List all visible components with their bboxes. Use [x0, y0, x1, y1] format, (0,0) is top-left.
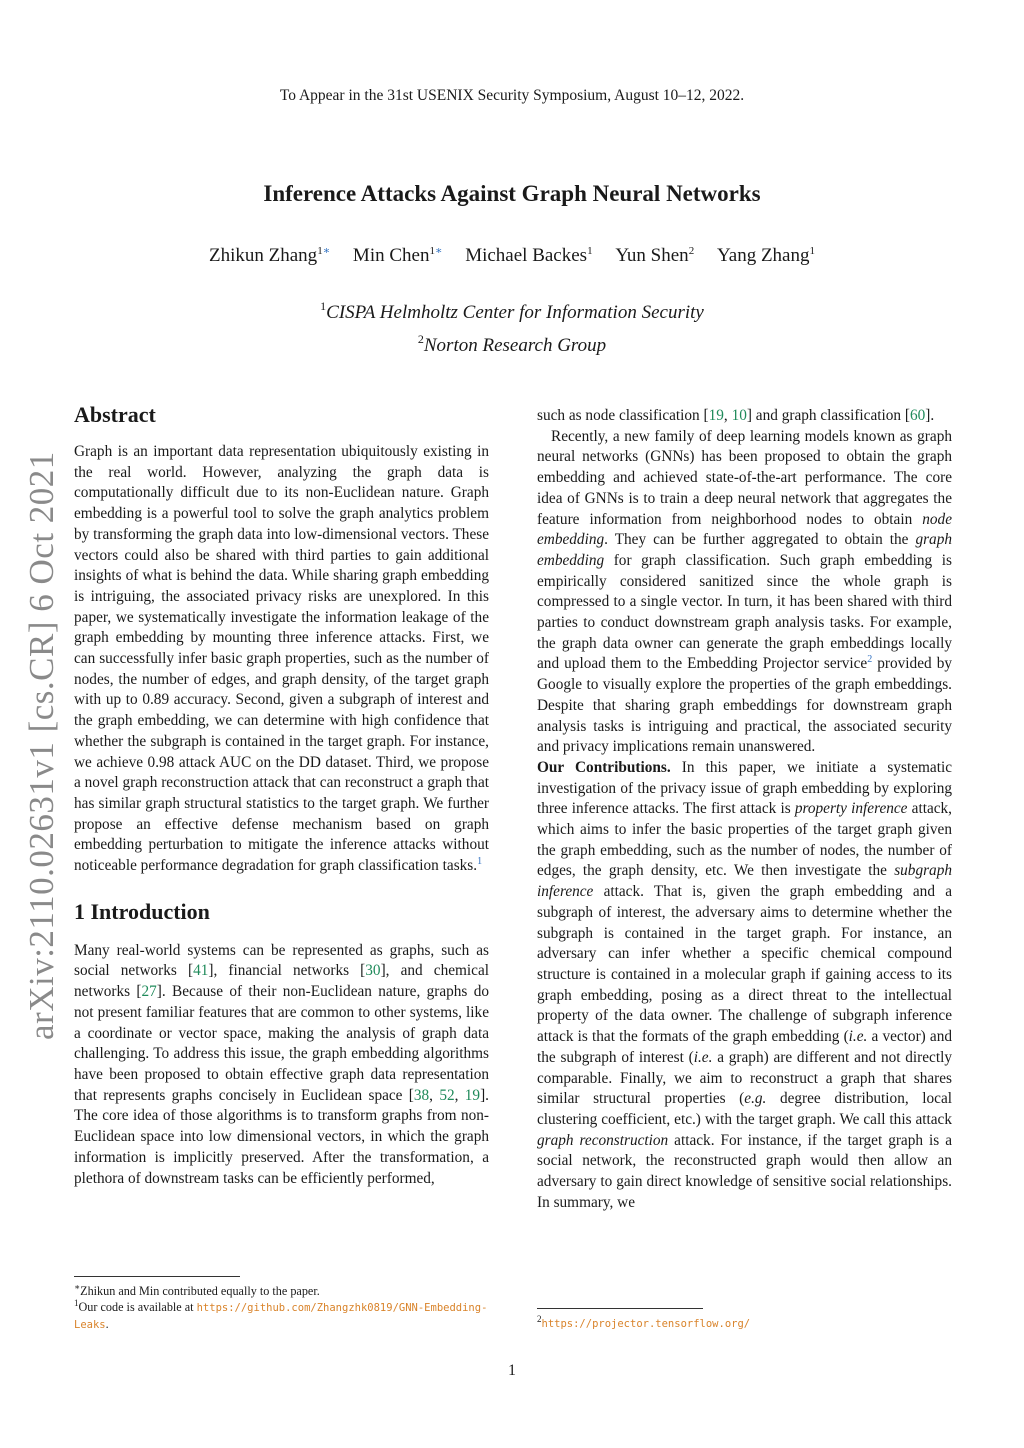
footnote: $^2$https://projector.tensorflow.org/: [537, 1314, 751, 1330]
citation-link[interactable]: 52: [439, 1086, 455, 1104]
intro-paragraph: Recently, a new family of deep learning models known as graph neural networks (GNNs) has been proposed to obtain the graph embedding and achieved state-of-the-art performance. The core idea of GNNs is to train a deep neural network that aggregates the feature information from neighborhood nodes to obtain node embedding. They can be further aggregated to obtain the graph embedding for graph classification. Such graph embedding is empirically considered sanitized since the whole graph is compressed to a single vector. In turn, it has been shared with third parties to conduct downstream graph analysis tasks. For example, the graph data owner can generate the graph embeddings locally and upload them to the Embedding Projector service$^2$ provided by Google to visually explore the properties of the graph embeddings. Despite that sharing graph embeddings for downstream graph analysis tasks is intriguing and practical, the associated security and privacy implications remain unanswered.: [537, 427, 952, 756]
citation-link[interactable]: 38: [413, 1086, 430, 1104]
intro-paragraph: Many real-world systems can be represented as graphs, such as social networks [41], financial networks [30], and chemical networks [27]. Because of their non-Euclidean nature, graphs do not present familiar features that are common to other systems, like a coordinate or vector space, making the analysis of graph data challenging. To address this issue, the graph embedding algorithms have been proposed to obtain effective graph data representation that represents graphs concisely in Euclidean space [38, 52, 19]. The core idea of those algorithms is to transform graphs from non-Euclidean space into low dimensional vectors, in which the graph information is implicitly preserved. After the transformation, a plethora of downstream tasks can be efficiently performed,: [74, 941, 489, 1187]
arxiv-stamp: arXiv:2110.02631v1 [cs.CR] 6 Oct 2021: [22, 451, 61, 1040]
affiliation: $^1$CISPA Helmholtz Center for Information Security: [320, 299, 704, 323]
footnote-divider: [537, 1308, 703, 1309]
citation-link[interactable]: 41: [193, 962, 209, 980]
footnotes-left: [74, 1276, 489, 1333]
intro-paragraph-continued: such as node classification [19, 10] and graph classification [60].: [537, 407, 935, 424]
citation-link[interactable]: 30: [365, 962, 381, 980]
venue-note: To Appear in the 31st USENIX Security Symposium, August 10–12, 2022.: [279, 87, 745, 104]
author: Zhikun Zhang$^{1∗}$: [209, 245, 331, 266]
author-list: [0, 244, 1024, 267]
footnotes-right: [537, 1308, 952, 1332]
contributions-paragraph: Our Contributions. In this paper, we initiate a systematic investigation of the privacy issue of graph embedding by exploring three inference attacks. The first attack is property inference attack, which aims to infer the basic properties of the target graph given the graph embedding, such as the number of nodes, the number of edges, the graph density, etc. We then investigate the subgraph inference attack. That is, given the graph embedding and a subgraph of interest, the adversary aims to determine whether the subgraph is contained in the target graph. For instance, an adversary can infer whether a specific chemical compound structure is contained in a molecular graph if gaining access to its graph embedding, posing as a direct threat to the intellectual property of the data owner. The challenge of subgraph inference attack is that the formats of the graph embedding (i.e. a vector) and the subgraph of interest (i.e. a graph) are different and not directly comparable. Finally, we aim to reconstruct a graph that shares similar structural properties (e.g. degree distribution, local clustering coefficient, etc.) with the target graph. We call this attack graph reconstruction attack. For instance, if the target graph is a social network, the reconstructed graph would then allow an adversary to gain direct knowledge of sensitive social relationships. In summary, we: [537, 758, 952, 1211]
affiliation: $^2$Norton Research Group: [417, 332, 607, 356]
footnote-divider: [74, 1276, 240, 1277]
citation-link[interactable]: 19: [708, 407, 724, 424]
affiliations: [0, 293, 1024, 359]
author: Yun Shen$^2$: [615, 245, 695, 266]
projector-link[interactable]: https://projector.tensorflow.org/: [541, 1318, 751, 1330]
author: Min Chen$^{1∗}$: [352, 245, 443, 266]
footnote-ref[interactable]: 2: [867, 654, 873, 666]
footnote: ∗Zhikun and Min contributed equally to the paper.: [74, 1282, 320, 1298]
page-number: 1: [508, 1362, 516, 1379]
contributions-lead: Our Contributions.: [537, 758, 671, 776]
author: Michael Backes$^1$: [465, 245, 593, 266]
citation-link[interactable]: 10: [731, 407, 747, 424]
code-repo-link[interactable]: https://github.com/Zhangzhk0819/GNN-Embedding-Leaks: [74, 1302, 488, 1331]
footnote-ref[interactable]: 1: [477, 856, 483, 868]
citation-link[interactable]: 19: [464, 1086, 481, 1104]
abstract-text: Graph is an important data representation ubiquitously existing in the real world. However, analyzing the graph data is computationally difficult due to its non-Euclidean nature. Graph embedding is a powerful tool to solve the graph analytics problem by transforming the graph data into low-dimensional vectors. These vectors could also be shared with third parties to gain additional insights of what is behind the data. While sharing graph embedding is intriguing, the associated privacy risks are unexplored. In this paper, we systematically investigate the information leakage of the graph embedding by mounting three inference attacks. First, we can successfully infer basic graph properties, such as the number of nodes, the number of edges, and graph density, of the target graph with up to 0.89 accuracy. Second, given a subgraph of interest and the graph embedding, we can determine with high confidence that whether the subgraph is contained in the target graph. For instance, we achieve 0.98 attack AUC on the DD dataset. Third, we propose a novel graph reconstruction attack that can reconstruct a graph that has similar graph structural statistics to the target graph. We further propose an effective defense mechanism based on graph embedding perturbation to mitigate the inference attacks without noticeable performance degradation for graph classification tasks.$^1$: [74, 443, 489, 875]
footnote: $^1$Our code is available at https://github.com/Zhangzhk0819/GNN-Embedding-Leaks.: [74, 1298, 488, 1331]
author: Yang Zhang$^1$: [716, 245, 815, 266]
right-column: [537, 406, 952, 1213]
abstract-heading: Abstract: [74, 402, 156, 427]
paper-title: Inference Attacks Against Graph Neural Networks: [263, 181, 761, 206]
citation-link[interactable]: 60: [909, 407, 926, 424]
left-column: [74, 402, 489, 1189]
introduction-heading: 1 Introduction: [74, 898, 210, 924]
citation-link[interactable]: 27: [141, 983, 157, 1001]
